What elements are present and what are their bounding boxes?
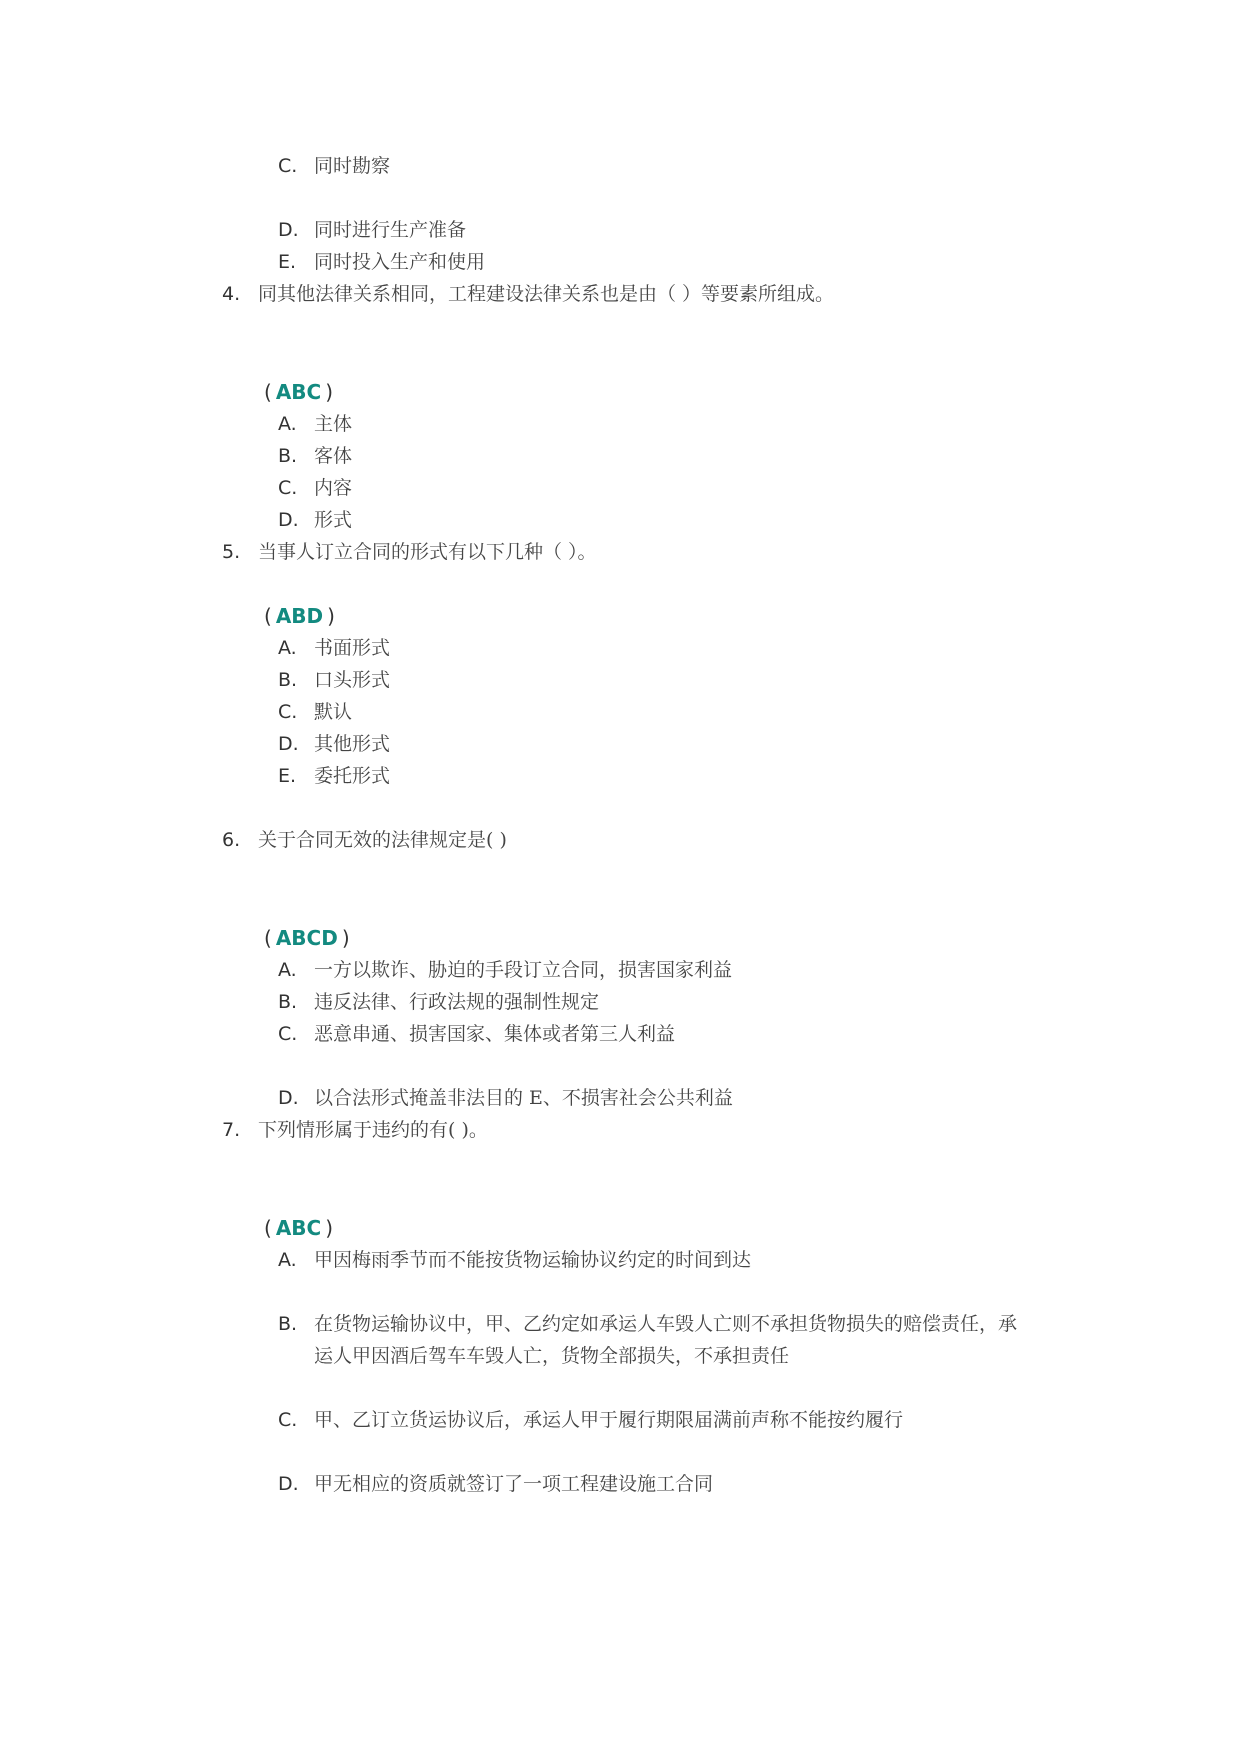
option-text: 恶意串通、损害国家、集体或者第三人利益 (314, 1023, 676, 1045)
option-text: 口头形式 (314, 669, 391, 691)
option-letter: D. (278, 219, 299, 241)
option-letter: D. (278, 1087, 299, 1109)
option-letter: C. (278, 1409, 298, 1431)
option-text: 甲因梅雨季节而不能按货物运输协议约定的时间到达 (314, 1249, 752, 1271)
option-text: 形式 (314, 509, 353, 531)
answer-code: ABCD (275, 926, 338, 950)
option-letter: E. (278, 765, 297, 787)
option-text: 客体 (314, 445, 353, 467)
option-letter: A. (278, 637, 297, 659)
answer-code: ABD (275, 604, 324, 628)
option-text: 委托形式 (314, 765, 391, 787)
option-letter: A. (278, 413, 297, 435)
option-letter: D. (278, 509, 299, 531)
option-letter: B. (278, 1313, 298, 1335)
option-text: 以合法形式掩盖非法目的 E、不损害社会公共利益 (314, 1087, 733, 1109)
answer-code: ABC (275, 380, 322, 404)
option-letter: A. (278, 959, 297, 981)
question-text: 当事人订立合同的形式有以下几种（ ）。 (258, 541, 597, 563)
question-text: 同其他法律关系相同，工程建设法律关系也是由（ ）等要素所组成。 (258, 283, 835, 305)
option-text: 违反法律、行政法规的强制性规定 (314, 991, 600, 1013)
option-letter: B. (278, 991, 298, 1013)
option-text: 在货物运输协议中，甲、乙约定如承运人车毁人亡则不承担货物损失的赔偿责任，承 (314, 1313, 1018, 1335)
option-text: 甲、乙订立货运协议后，承运人甲于履行期限届满前声称不能按约履行 (314, 1409, 904, 1431)
option-text: 一方以欺诈、胁迫的手段订立合同，损害国家利益 (314, 959, 733, 981)
option-text: 同时进行生产准备 (314, 219, 467, 241)
option-letter: C. (278, 477, 298, 499)
option-text: 同时勘察 (314, 155, 391, 177)
option-text-continued: 运人甲因酒后驾车车毁人亡，货物全部损失，不承担责任 (314, 1345, 790, 1367)
option-letter: A. (278, 1249, 297, 1271)
option-letter: E. (278, 251, 297, 273)
option-text: 其他形式 (314, 733, 391, 755)
question-number: 6. (222, 829, 241, 851)
option-text: 主体 (314, 413, 353, 435)
option-text: 默认 (314, 701, 353, 723)
answer-q5: ( ABD ) (264, 604, 335, 628)
answer-q4: ( ABC ) (264, 380, 334, 404)
answer-code: ABC (275, 1216, 322, 1240)
option-text: 同时投入生产和使用 (314, 251, 486, 273)
question-text: 下列情形属于违约的有( )。 (258, 1119, 488, 1141)
option-letter: C. (278, 155, 298, 177)
option-letter: D. (278, 733, 299, 755)
answer-q7: ( ABC ) (264, 1216, 334, 1240)
question-text: 关于合同无效的法律规定是( ) (258, 829, 507, 851)
option-text: 甲无相应的资质就签订了一项工程建设施工合同 (314, 1473, 714, 1495)
option-letter: D. (278, 1473, 299, 1495)
answer-q6: ( ABCD ) (264, 926, 350, 950)
option-letter: C. (278, 1023, 298, 1045)
option-text: 书面形式 (314, 637, 391, 659)
question-number: 7. (222, 1119, 241, 1141)
question-number: 5. (222, 541, 241, 563)
option-text: 内容 (314, 477, 353, 499)
option-letter: B. (278, 445, 298, 467)
option-letter: B. (278, 669, 298, 691)
question-number: 4. (222, 283, 241, 305)
option-letter: C. (278, 701, 298, 723)
